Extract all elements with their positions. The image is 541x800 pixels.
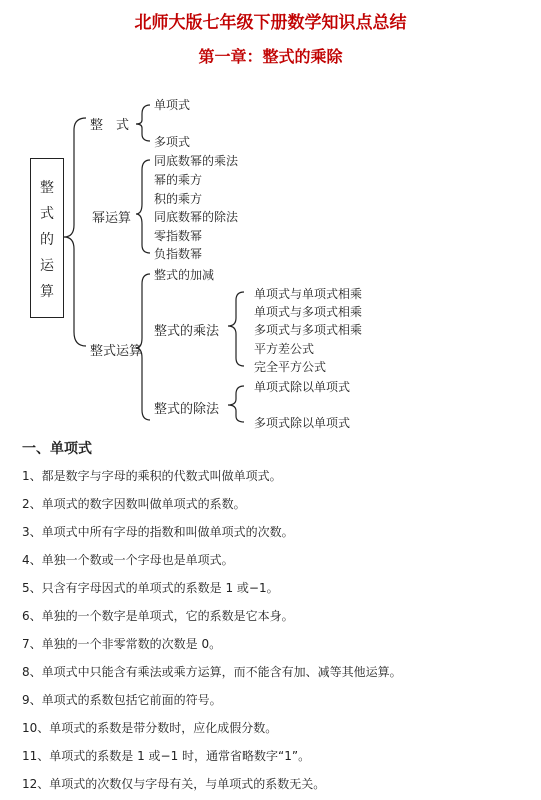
leaf-item: 多项式 (154, 135, 191, 149)
list-item: 2、单项式的数字因数叫做单项式的系数。 (22, 497, 246, 511)
leaf-item: 平方差公式 (254, 342, 315, 356)
leaf-item: 多项式与多项式相乘 (254, 323, 363, 337)
list-item: 10、单项式的系数是带分数时，应化成假分数。 (22, 721, 278, 735)
list-item: 3、单项式中所有字母的指数和叫做单项式的次数。 (22, 525, 294, 539)
leaf-item: 同底数幂的乘法 (154, 154, 239, 168)
leaf-item: 单项式 (154, 98, 191, 112)
list-item: 1、都是数字与字母的乘积的代数式叫做单项式。 (22, 469, 282, 483)
section-heading: 一、单项式 (22, 441, 92, 457)
leaf-item: 单项式除以单项式 (254, 380, 351, 394)
leaf-item: 负指数幂 (154, 247, 203, 261)
leaf-item: 积的乘方 (154, 192, 203, 206)
leaf-item: 单项式与单项式相乘 (254, 287, 363, 301)
list-item: 4、单独一个数或一个字母也是单项式。 (22, 553, 234, 567)
leaf-item: 完全平方公式 (254, 360, 327, 374)
leaf-item: 幂的乘方 (154, 173, 203, 187)
chapter-title: 第一章：整式的乘除 (198, 47, 343, 66)
list-item: 9、单项式的系数包括它前面的符号。 (22, 693, 222, 707)
list-item: 11、单项式的系数是 1 或−1 时，通常省略数字“1”。 (22, 749, 311, 763)
root-char: 算 (40, 284, 54, 300)
label-mi: 幂运算 (92, 211, 132, 226)
list-item: 8、单项式中只能含有乘法或乘方运算，而不能含有加、减等其他运算。 (22, 665, 402, 679)
leaf-item: 整式的加减 (154, 268, 215, 282)
list-item: 7、单独的一个非零常数的次数是 0。 (22, 637, 222, 651)
leaf-item: 同底数幂的除法 (154, 210, 239, 224)
root-char: 的 (40, 232, 54, 248)
root-box (30, 158, 64, 318)
leaf-item: 多项式除以单项式 (254, 416, 351, 430)
leaf-item: 单项式与多项式相乘 (254, 305, 363, 319)
root-char: 整 (40, 180, 54, 196)
label-chu: 整式的除法 (154, 402, 220, 417)
label-cheng: 整式的乘法 (154, 324, 220, 339)
root-char: 运 (40, 258, 54, 274)
list-item: 12、单项式的次数仅与字母有关，与单项式的系数无关。 (22, 777, 326, 791)
list-item: 5、只含有字母因式的单项式的系数是 1 或−1。 (22, 581, 279, 595)
page-title: 北师大版七年级下册数学知识点总结 (134, 13, 407, 33)
label-yunsuan: 整式运算 (90, 344, 143, 359)
list-item: 6、单独的一个数字是单项式，它的系数是它本身。 (22, 609, 294, 623)
leaf-item: 零指数幂 (154, 229, 203, 243)
root-char: 式 (40, 206, 54, 222)
label-zhengshi: 整 式 (90, 118, 130, 133)
